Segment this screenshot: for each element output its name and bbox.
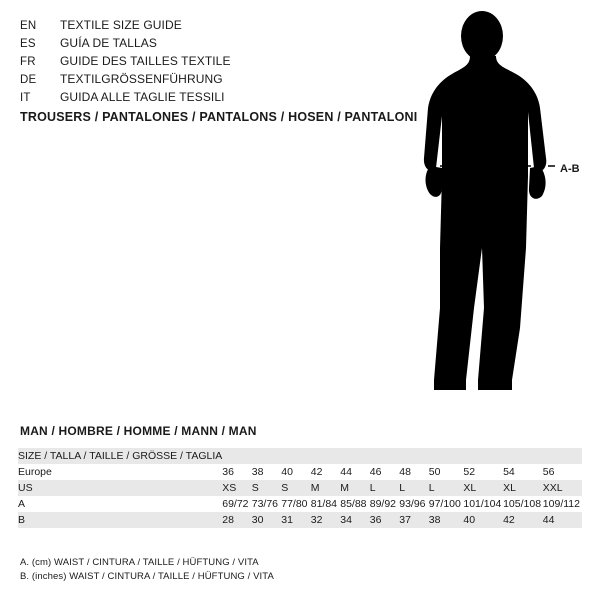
row-cell: 28 bbox=[222, 514, 234, 526]
row-cell: 73/76 bbox=[251, 498, 279, 510]
language-code: ES bbox=[20, 38, 36, 50]
row-cell bbox=[429, 448, 464, 464]
row-label: A bbox=[18, 498, 26, 510]
language-text: GUIDA ALLE TAGLIE TESSILI bbox=[60, 90, 225, 104]
row-cell: 48 bbox=[399, 466, 411, 478]
trousers-shape bbox=[434, 176, 528, 390]
language-code: DE bbox=[20, 74, 37, 86]
row-cell: 31 bbox=[281, 514, 293, 526]
row-label: SIZE / TALLA / TAILLE / GRÖSSE / TAGLIA bbox=[18, 450, 223, 462]
male-silhouette-figure bbox=[400, 8, 600, 408]
row-cell: 38 bbox=[251, 466, 264, 478]
row-cell: 109/112 bbox=[542, 498, 580, 510]
row-cell: 93/96 bbox=[399, 498, 426, 510]
table-caption: MAN / HOMBRE / HOMME / MANN / MAN bbox=[20, 424, 257, 438]
language-row bbox=[20, 34, 360, 52]
row-cell: 46 bbox=[369, 466, 382, 478]
row-cell: XXL bbox=[542, 482, 563, 494]
language-header-block bbox=[20, 16, 360, 106]
row-cell: 97/100 bbox=[428, 498, 461, 510]
language-code: FR bbox=[20, 56, 36, 68]
silhouette-svg bbox=[400, 8, 600, 408]
row-cell: 85/88 bbox=[340, 498, 367, 510]
row-cell: 69/72 bbox=[222, 498, 249, 510]
left-hand-shape bbox=[426, 166, 443, 197]
row-cell: 42 bbox=[503, 514, 515, 526]
row-cell bbox=[463, 448, 503, 464]
row-cell: 44 bbox=[542, 514, 555, 526]
row-cell: L bbox=[369, 482, 376, 494]
language-row bbox=[20, 70, 360, 88]
torso-shape bbox=[424, 56, 546, 178]
row-cell: 56 bbox=[542, 466, 555, 478]
row-cell bbox=[222, 448, 252, 464]
row-cell: 40 bbox=[463, 514, 476, 526]
row-cell bbox=[399, 448, 429, 464]
row-cell: 38 bbox=[428, 514, 441, 526]
language-code: IT bbox=[20, 92, 31, 104]
language-row bbox=[20, 16, 360, 34]
row-cell: L bbox=[399, 482, 406, 494]
table-row bbox=[18, 448, 582, 464]
size-table-block bbox=[18, 424, 582, 528]
footnotes-block bbox=[20, 556, 274, 584]
row-cell: L bbox=[428, 482, 435, 494]
language-text: GUÍA DE TALLAS bbox=[60, 36, 157, 50]
row-label: B bbox=[18, 514, 26, 526]
row-cell: 34 bbox=[340, 514, 352, 526]
language-text: TEXTILE SIZE GUIDE bbox=[60, 18, 182, 32]
row-cell bbox=[340, 448, 370, 464]
row-cell: 36 bbox=[369, 514, 382, 526]
language-text: GUIDE DES TAILLES TEXTILE bbox=[60, 54, 231, 68]
row-cell: 37 bbox=[399, 514, 411, 526]
row-cell: 50 bbox=[428, 466, 441, 478]
row-cell: XS bbox=[222, 482, 237, 494]
row-cell: 30 bbox=[251, 514, 264, 526]
table-row bbox=[18, 480, 582, 496]
head-shape bbox=[461, 11, 503, 61]
row-cell: S bbox=[281, 482, 289, 494]
row-cell: 32 bbox=[310, 514, 323, 526]
row-cell: XL bbox=[463, 482, 477, 494]
language-row bbox=[20, 88, 360, 106]
row-cell: 40 bbox=[281, 466, 293, 478]
row-cell bbox=[311, 448, 341, 464]
row-cell: 89/92 bbox=[369, 498, 397, 510]
row-cell: 54 bbox=[503, 466, 515, 478]
right-hand-shape bbox=[529, 166, 546, 199]
row-cell: M bbox=[340, 482, 349, 494]
row-cell: 77/80 bbox=[281, 498, 308, 510]
footnote-a: A. (cm) WAIST / CINTURA / TAILLE / HÜFTUNG / VITA bbox=[20, 557, 259, 568]
table-row bbox=[18, 496, 582, 512]
footnote-b: B. (inches) WAIST / CINTURA / TAILLE / HÜFTUNG / VITA bbox=[20, 571, 274, 582]
language-code: EN bbox=[20, 20, 37, 32]
row-cell bbox=[503, 448, 543, 464]
row-cell: S bbox=[251, 482, 259, 494]
row-cell: 44 bbox=[340, 466, 352, 478]
section-title: TROUSERS / PANTALONES / PANTALONS / HOSEN / PANTALONI bbox=[20, 110, 418, 124]
row-cell bbox=[281, 448, 311, 464]
measure-label-ab: A-B bbox=[560, 163, 580, 175]
table-row bbox=[18, 512, 582, 528]
row-cell bbox=[252, 448, 282, 464]
row-cell: XL bbox=[503, 482, 516, 494]
row-cell bbox=[543, 448, 582, 464]
row-label: Europe bbox=[18, 466, 52, 478]
row-cell: 42 bbox=[310, 466, 323, 478]
language-text: TEXTILGRÖSSENFÜHRUNG bbox=[60, 72, 223, 86]
size-table bbox=[18, 448, 582, 528]
row-cell: 36 bbox=[222, 466, 234, 478]
row-cell: M bbox=[310, 482, 320, 494]
row-cell bbox=[370, 448, 400, 464]
row-label: US bbox=[18, 482, 33, 494]
language-row bbox=[20, 52, 360, 70]
row-cell: 101/104 bbox=[463, 498, 502, 510]
table-row bbox=[18, 464, 582, 480]
row-cell: 81/84 bbox=[310, 498, 338, 510]
row-cell: 105/108 bbox=[503, 498, 542, 510]
row-cell: 52 bbox=[463, 466, 476, 478]
